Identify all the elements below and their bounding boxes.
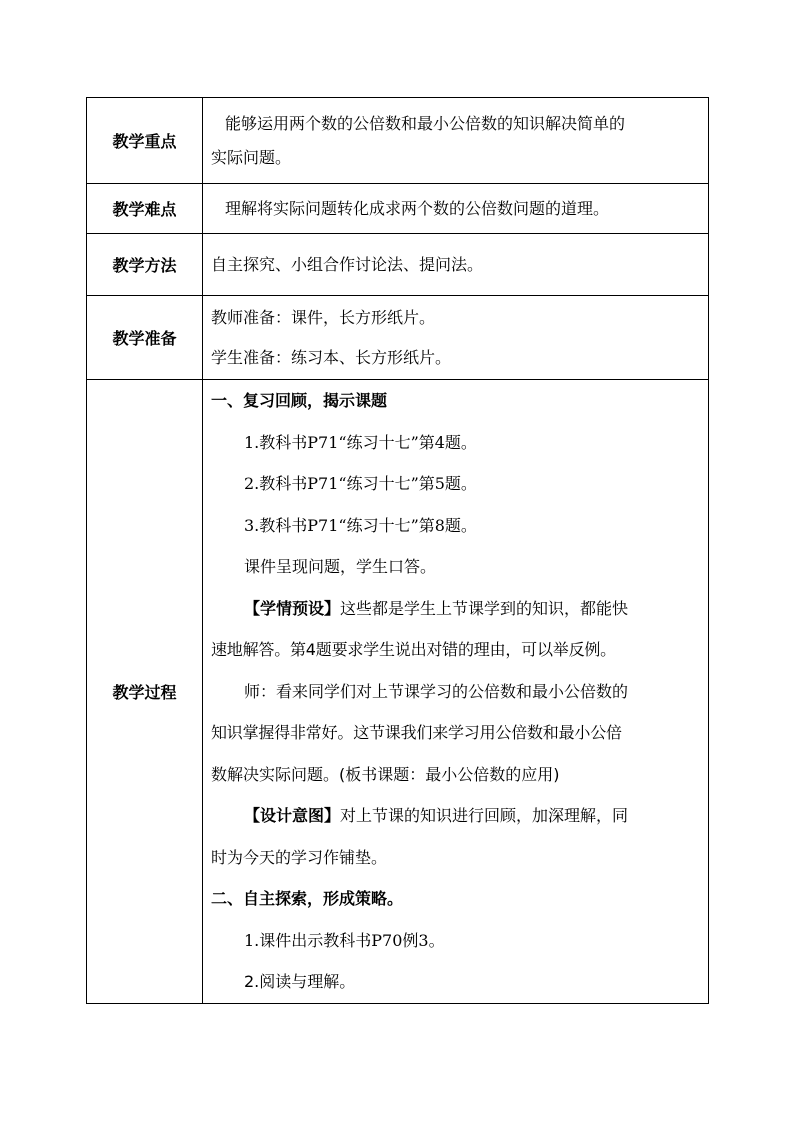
row-label-difficulties: 教学难点	[87, 184, 203, 234]
lesson-plan-table	[86, 97, 709, 1004]
step-2: 2.阅读与理解。	[244, 972, 356, 991]
row-methods	[87, 234, 709, 296]
key-points-line-1: 能够运用两个数的公倍数和最小公倍数的知识解决简单的	[225, 113, 626, 133]
preset-line-2: 速地解答。第4题要求学生说出对错的理由，可以举反例。	[211, 640, 616, 659]
row-label-process: 教学过程	[87, 380, 203, 1004]
section-1-title: 一、复习回顾，揭示课题	[211, 391, 388, 410]
teacher-line-3: 数解决实际问题。(板书课题：最小公倍数的应用)	[211, 764, 560, 784]
teacher-line-1: 师：看来同学们对上节课学习的公倍数和最小公倍数的	[244, 681, 629, 701]
review-item-3: 3.教科书P71“练习十七”第8题。	[244, 515, 477, 535]
section-2-title: 二、自主探索，形成策略。	[211, 889, 404, 908]
design-text-1: 对上节课的知识进行回顾，加深理解，同	[340, 806, 629, 825]
methods-text: 自主探究、小组合作讨论法、提问法。	[211, 254, 484, 274]
design-line-2: 时为今天的学习作铺垫。	[211, 847, 388, 867]
design-line-1	[211, 795, 700, 837]
row-label-preparation: 教学准备	[87, 296, 203, 380]
preset-line-1	[211, 588, 700, 630]
present-text: 课件呈现问题，学生口答。	[244, 557, 437, 576]
preparation-content	[203, 296, 709, 380]
difficulties-content	[203, 184, 709, 234]
key-points-line-2: 实际问题。	[211, 147, 292, 167]
key-points-content	[203, 98, 709, 184]
preset-text-1: 这些都是学生上节课学到的知识，都能快	[340, 598, 629, 618]
methods-content	[203, 234, 709, 296]
process-content	[203, 380, 709, 1004]
design-tag: 【设计意图】	[244, 806, 341, 825]
teacher-preparation: 教师准备：课件，长方形纸片。	[211, 307, 436, 327]
row-preparation	[87, 296, 709, 380]
step-1: 1.课件出示教科书P70例3。	[244, 930, 445, 950]
student-preparation: 学生准备：练习本、长方形纸片。	[211, 347, 452, 367]
row-key-points	[87, 98, 709, 184]
row-label-methods: 教学方法	[87, 234, 203, 296]
difficulties-text: 理解将实际问题转化成求两个数的公倍数问题的道理。	[225, 198, 610, 218]
teacher-line-2: 知识掌握得非常好。这节课我们来学习用公倍数和最小公倍	[211, 723, 622, 742]
row-label-key-points: 教学重点	[87, 98, 203, 184]
row-difficulties	[87, 184, 709, 234]
row-process	[87, 380, 709, 1004]
review-item-1: 1.教科书P71“练习十七”第4题。	[244, 432, 477, 452]
review-item-2: 2.教科书P71“练习十七”第5题。	[244, 474, 477, 493]
preset-tag: 【学情预设】	[244, 598, 341, 618]
